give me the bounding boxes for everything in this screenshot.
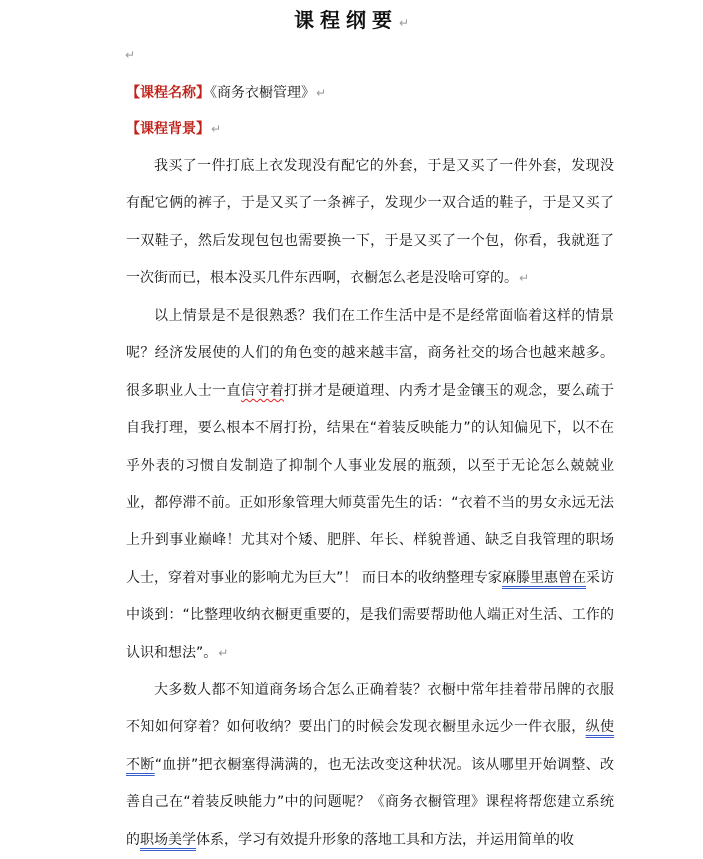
- course-name-line: [126, 82, 326, 104]
- background-paragraph-1: [126, 148, 614, 298]
- paragraph-mark-icon: ↵: [125, 48, 136, 62]
- paragraph-mark-icon: ↵: [218, 645, 229, 660]
- paragraph-text: 打拼才是硬道理、内秀才是金镶玉的观念，要么疏于自我打理，要么根本不屑打扮，结果在“着装反映能力”的认知偏见下，以不在乎外表的习惯自发制造了抑制个人事业发展的瓶颈，以至于无论怎么兢兢业业，都停滞不前。正如形象管理大师莫雷先生的话：“衣着不当的男女永远无法上升到事业巅峰！尤其对个矮、肥胖、年长、样貌普通、缺乏自我管理的职场人士，穿着对事业的影响尤为巨大”！ 而日本的收纳整理专家: [126, 382, 615, 586]
- document-title: [0, 6, 703, 37]
- paragraph-text: 我买了一件打底上衣发现没有配它的外套，于是又买了一件外套，发现没有配它俩的裤子，于是又买了一条裤子，发现少一双合适的鞋子，于是又买了一双鞋子，然后发现包包也需要换一下，于是又买了一个包，你看，我就逛了一次街而已，根本没买几件东西啊，衣橱怎么老是没啥可穿的。: [126, 158, 614, 287]
- grammar-flagged-text[interactable]: 纵使不断: [126, 719, 615, 773]
- course-background-line: [126, 118, 221, 140]
- grammar-flagged-text[interactable]: 麻滕里惠曾在: [501, 569, 587, 586]
- course-background-label: 【课程背景】: [126, 121, 210, 137]
- background-paragraph-3: [126, 672, 614, 859]
- empty-paragraph: [124, 46, 135, 62]
- course-name-label: 【课程名称】: [126, 85, 210, 101]
- paragraph-text: “血拼”把衣橱塞得满满的，也无法改变这种状况。该从哪里开始调整、改善自己在“着装反映能力”中的问题呢？《商务衣橱管理》课程将帮您建立系统的: [126, 756, 615, 848]
- spelling-flagged-text[interactable]: 信守着: [240, 382, 285, 399]
- paragraph-text: 采访中谈到：“比整理收纳衣橱更重要的，是我们需要帮助他人端正对生活、工作的认识和想法”。: [126, 569, 615, 661]
- course-name-value: 《商务衣橱管理》: [210, 85, 315, 101]
- paragraph-text: 体系，学习有效提升形象的落地工具和方法，并运用简单的收: [196, 831, 574, 848]
- paragraph-text: 大多数人都不知道商务场合怎么正确着装？衣橱中常年挂着带吊牌的衣服不知如何穿着？如何收纳？要出门的时候会发现衣橱里永远少一件衣服，: [126, 682, 614, 736]
- document-title-text: 课程纲要: [293, 8, 398, 32]
- paragraph-mark-icon: ↵: [519, 271, 530, 286]
- paragraph-mark-icon: ↵: [316, 86, 327, 100]
- paragraph-text: 以上情景是不是很熟悉？我们在工作生活中是不是经常面临着这样的情景呢？经济发展使的人们的角色变的越来越丰富，商务社交的场合也越来越多。很多职业人士一直: [126, 308, 614, 399]
- grammar-flagged-text[interactable]: 职场美学: [140, 831, 196, 848]
- background-paragraph-2: [126, 298, 614, 672]
- paragraph-mark-icon: ↵: [211, 122, 222, 136]
- paragraph-mark-icon: ↵: [398, 16, 410, 30]
